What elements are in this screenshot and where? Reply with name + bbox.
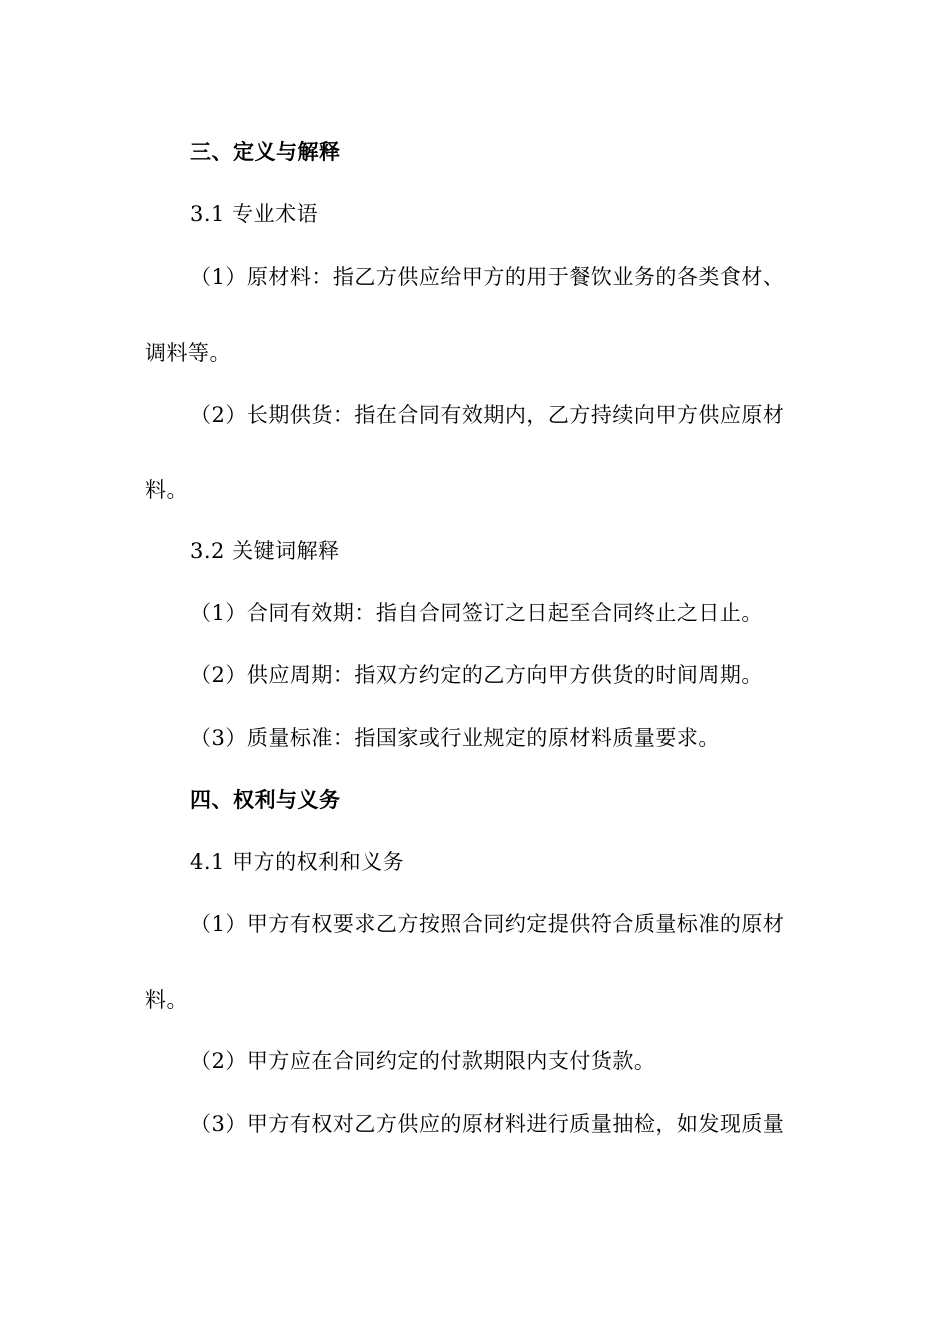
- definition-long-term-supply-line1: （2）长期供货：指在合同有效期内，乙方持续向甲方供应原材: [190, 403, 785, 427]
- party-a-right-1-line1: （1）甲方有权要求乙方按照合同约定提供符合质量标准的原材: [190, 912, 785, 936]
- keyword-quality-standard: （3）质量标准：指国家或行业规定的原材料质量要求。: [190, 726, 720, 750]
- subsection-3-2-title: 3.2 关键词解释: [190, 539, 340, 563]
- party-a-right-1-line2: 料。: [145, 988, 188, 1012]
- keyword-supply-cycle: （2）供应周期：指双方约定的乙方向甲方供货的时间周期。: [190, 663, 763, 687]
- section-3-heading: 三、定义与解释: [190, 139, 341, 164]
- keyword-contract-period: （1）合同有效期：指自合同签订之日起至合同终止之日止。: [190, 601, 763, 625]
- party-a-obligation-2: （2）甲方应在合同约定的付款期限内支付货款。: [190, 1049, 656, 1073]
- definition-raw-materials-line1: （1）原材料：指乙方供应给甲方的用于餐饮业务的各类食材、: [190, 265, 785, 289]
- subsection-3-1-title: 3.1 专业术语: [190, 202, 319, 226]
- party-a-right-3-line1: （3）甲方有权对乙方供应的原材料进行质量抽检，如发现质量: [190, 1112, 785, 1136]
- definition-long-term-supply-line2: 料。: [145, 478, 188, 502]
- section-4-heading: 四、权利与义务: [190, 787, 341, 812]
- subsection-4-1-title: 4.1 甲方的权利和义务: [190, 850, 405, 874]
- definition-raw-materials-line2: 调料等。: [145, 341, 231, 365]
